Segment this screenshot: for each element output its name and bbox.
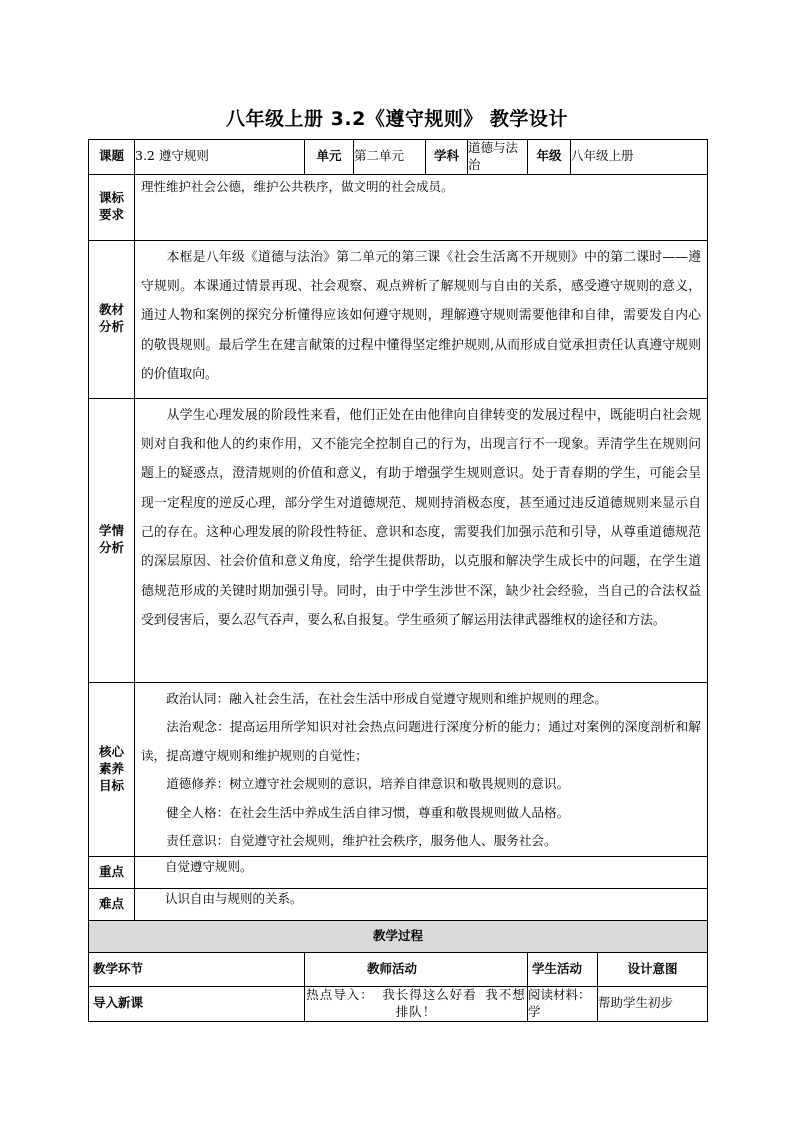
- unit-label: 单元: [305, 140, 354, 175]
- row1-stage: [89, 986, 305, 1021]
- material-label-line2: 分析: [98, 319, 124, 335]
- key-point-text: 自觉遵守规则。: [135, 856, 708, 888]
- core-label-line2: 素养: [98, 760, 124, 776]
- material-row: [89, 240, 708, 398]
- core-goal-item: 责任意识：自觉遵守社会规则，维护社会秩序，服务他人、服务社会。: [166, 833, 557, 849]
- subject-value: 道德与法治: [468, 140, 528, 175]
- topic-label: 课题: [89, 140, 135, 175]
- row1-intent: 帮助学生初步: [598, 986, 708, 1021]
- row1-stage-label: 导入新课: [93, 995, 144, 1011]
- key-point-row: [89, 856, 708, 888]
- learner-label-line1: 学情: [98, 523, 124, 539]
- standard-label-line1: 课标: [98, 190, 124, 206]
- row1-student: 阅读材料：学: [528, 986, 598, 1021]
- lesson-plan-table: [88, 139, 708, 1022]
- subject-label: 学科: [426, 140, 468, 175]
- process-header-row: [89, 952, 708, 986]
- core-goal-item: 法治观念：提高运用所学知识对社会热点问题进行深度分析的能力；通过对案例的深度剖析和解读，提高遵守规则和维护规则的自觉性；: [141, 719, 702, 763]
- topic-value: 3.2 遵守规则: [135, 140, 305, 175]
- difficulty-row: [89, 888, 708, 920]
- unit-value: 第二单元: [354, 140, 426, 175]
- core-label-line3: 目标: [98, 777, 124, 793]
- standard-label: [89, 174, 135, 240]
- col-stage-label: 教学环节: [93, 960, 144, 976]
- standard-label-line2: 要求: [98, 207, 124, 223]
- col-stage-header: [89, 952, 305, 986]
- process-title-row: [89, 920, 708, 952]
- difficulty-label: 难点: [89, 888, 135, 920]
- document-title: 八年级上册 3.2《遵守规则》 教学设计: [226, 108, 568, 130]
- process-title: 教学过程: [89, 920, 708, 952]
- header-row: [89, 140, 708, 175]
- standard-row: [89, 174, 708, 240]
- col-teacher-header: 教师活动: [305, 952, 528, 986]
- learner-label: [89, 398, 135, 682]
- core-goal-item: 道德修养：树立遵守社会规则的意识，培养自律意识和敬畏规则的意识。: [166, 776, 570, 792]
- core-goal-item: 健全人格：在社会生活中养成生活自律习惯，尊重和敬畏规则做人品格。: [166, 804, 570, 820]
- key-point-label: 重点: [89, 856, 135, 888]
- core-goal-item: 政治认同：融入社会生活，在社会生活中形成自觉遵守规则和维护规则的理念。: [166, 690, 607, 706]
- grade-value: 八年级上册: [571, 140, 708, 175]
- process-row: [89, 986, 708, 1021]
- material-label-line1: 教材: [98, 302, 124, 318]
- material-label: [89, 240, 135, 398]
- difficulty-text: 认识自由与规则的关系。: [135, 888, 708, 920]
- core-goals: [135, 683, 707, 856]
- standard-text: 理性维护社会公德，维护公共秩序，做文明的社会成员。: [135, 174, 708, 240]
- col-intent-header: 设计意图: [598, 952, 708, 986]
- learner-row: [89, 398, 708, 682]
- material-text: 本框是八年级《道德与法治》第二单元的第三课《社会生活离不开规则》中的第二课时——遵守规则。本课通过情景再现、社会观察、观点辨析了解规则与自由的关系，感受遵守规则的意义，通过人物和案例的探究分析懂得应该如何遵守规则，理解遵守规则需要他律和自律，需要发自内心的敬畏规则。最后学生在建言献策的过程中懂得坚定维护规则,从而形成自觉承担责任认真遵守规则的价值取向。: [141, 249, 702, 382]
- learner-text: 从学生心理发展的阶段性来看，他们正处在由他律向自律转变的发展过程中，既能明白社会规则对自我和他人的约束作用，又不能完全控制自己的行为，出现言行不一现象。弄清学生在规则问题上的疑惑点，澄清规则的价值和意义，有助于增强学生规则意识。处于青春期的学生，可能会呈现一定程度的逆反心理，部分学生对道德规范、规则持消极态度，甚至通过违反道德规则来显示自己的存在。这种心理发展的阶段性特征、意识和态度，需要我们加强示范和引导，从尊重道德规范的深层原因、社会价值和意义角度，给学生提供帮助，以克服和解决学生成长中的问题，在学生道德规范形成的关键时期加强引导。同时，由于中学生涉世不深，缺少社会经验，当自己的合法权益受到侵害后，要么忍气吞声，要么私自报复。学生亟须了解运用法律武器维权的途径和方法。: [141, 407, 702, 628]
- core-row: [89, 682, 708, 856]
- col-student-header: 学生活动: [528, 952, 598, 986]
- grade-label: 年级: [528, 140, 571, 175]
- learner-label-line2: 分析: [98, 540, 124, 556]
- row1-teacher: 热点导入： 我长得这么好看 我不想排队！: [305, 986, 528, 1021]
- core-label: [89, 682, 135, 856]
- core-label-line1: 核心: [98, 743, 124, 759]
